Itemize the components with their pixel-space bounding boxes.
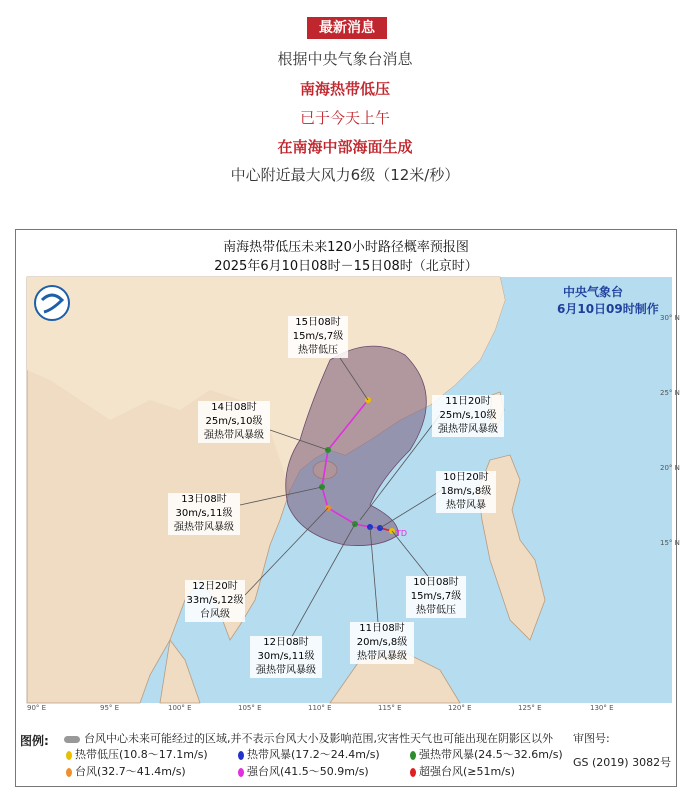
lon-115: 115° E: [378, 704, 402, 712]
news-line-source: 根据中央气象台消息: [277, 50, 413, 68]
legend-item-super: 超强台风(≥51m/s): [410, 763, 515, 779]
approval-block: [573, 730, 671, 770]
made-time: 6月10日09时制作: [557, 302, 659, 316]
label-11d20: 11日20时 25m/s,10级 强热带风暴级: [432, 395, 504, 437]
td-mark: TD: [396, 529, 408, 538]
label-12d20: 12日20时 33m/s,12级 台风级: [186, 581, 244, 620]
lon-100: 100° E: [168, 704, 192, 712]
lon-110: 110° E: [308, 704, 332, 712]
map-subtitle: 2025年6月10日08时－15日08时（北京时）: [214, 259, 478, 274]
news-line-time: 已于今天上午: [299, 109, 390, 127]
legend-item-td: 热带低压(10.8～17.1m/s): [66, 746, 208, 762]
latest-news-badge: 最新消息: [307, 17, 387, 39]
sts-dot-icon: [410, 751, 416, 760]
news-line-location: 在南海中部海面生成: [277, 138, 413, 156]
lat-25: 25° N: [660, 389, 680, 397]
label-11d08: 11日08时 20m/s,8级 热带风暴级: [350, 622, 414, 664]
ty-dot-icon: [66, 768, 72, 777]
td-dot-icon: [66, 751, 72, 760]
label-14d08: 14日08时 25m/s,10级 强热带风暴级: [198, 401, 270, 443]
label-10d20: 10日20时 18m/s,8级 热带风暴: [436, 471, 496, 513]
ts-dot-icon: [238, 751, 244, 760]
legend-item-sty: 强台风(41.5～50.9m/s): [238, 763, 369, 779]
label-10d08: 10日08时 15m/s,7级 热带低压: [406, 576, 466, 618]
cone-swatch-icon: [64, 736, 80, 743]
map-title: 南海热带低压未来120小时路径概率预报图: [223, 240, 469, 255]
approval-label: 审图号:: [573, 732, 610, 745]
agency-name: 中央气象台: [563, 285, 624, 299]
lat-15: 15° N: [660, 539, 680, 547]
sty-dot-icon: [238, 768, 244, 777]
approval-number: GS (2019) 3082号: [573, 756, 672, 769]
super-dot-icon: [410, 768, 416, 777]
lon-95: 95° E: [100, 704, 120, 712]
label-13d08: 13日08时 30m/s,11级 强热带风暴级: [168, 493, 240, 535]
label-15d08: 15日08时 15m/s,7级 热带低压: [288, 316, 348, 358]
lon-130: 130° E: [590, 704, 614, 712]
legend-item-ts: 热带风暴(17.2～24.4m/s): [238, 746, 380, 762]
label-12d08: 12日08时 30m/s,11级 强热带风暴级: [250, 636, 322, 678]
legend-cone: 台风中心未来可能经过的区域,并不表示台风大小及影响范围,灾害性天气也可能出现在阴影区以外: [64, 730, 553, 746]
lon-125: 125° E: [518, 704, 542, 712]
cma-logo: [35, 286, 69, 320]
legend-title: 图例:: [20, 734, 49, 748]
map-legend: [16, 728, 571, 782]
legend-item-sts: 强热带风暴(24.5～32.6m/s): [410, 746, 563, 762]
lon-120: 120° E: [448, 704, 472, 712]
news-line-wind: 中心附近最大风力6级（12米/秒）: [230, 166, 460, 184]
lat-30: 30° N: [660, 314, 680, 322]
lon-90: 90° E: [27, 704, 47, 712]
news-line-system: 南海热带低压: [299, 80, 390, 98]
lat-20: 20° N: [660, 464, 680, 472]
lon-105: 105° E: [238, 704, 262, 712]
legend-item-ty: 台风(32.7～41.4m/s): [66, 763, 186, 779]
